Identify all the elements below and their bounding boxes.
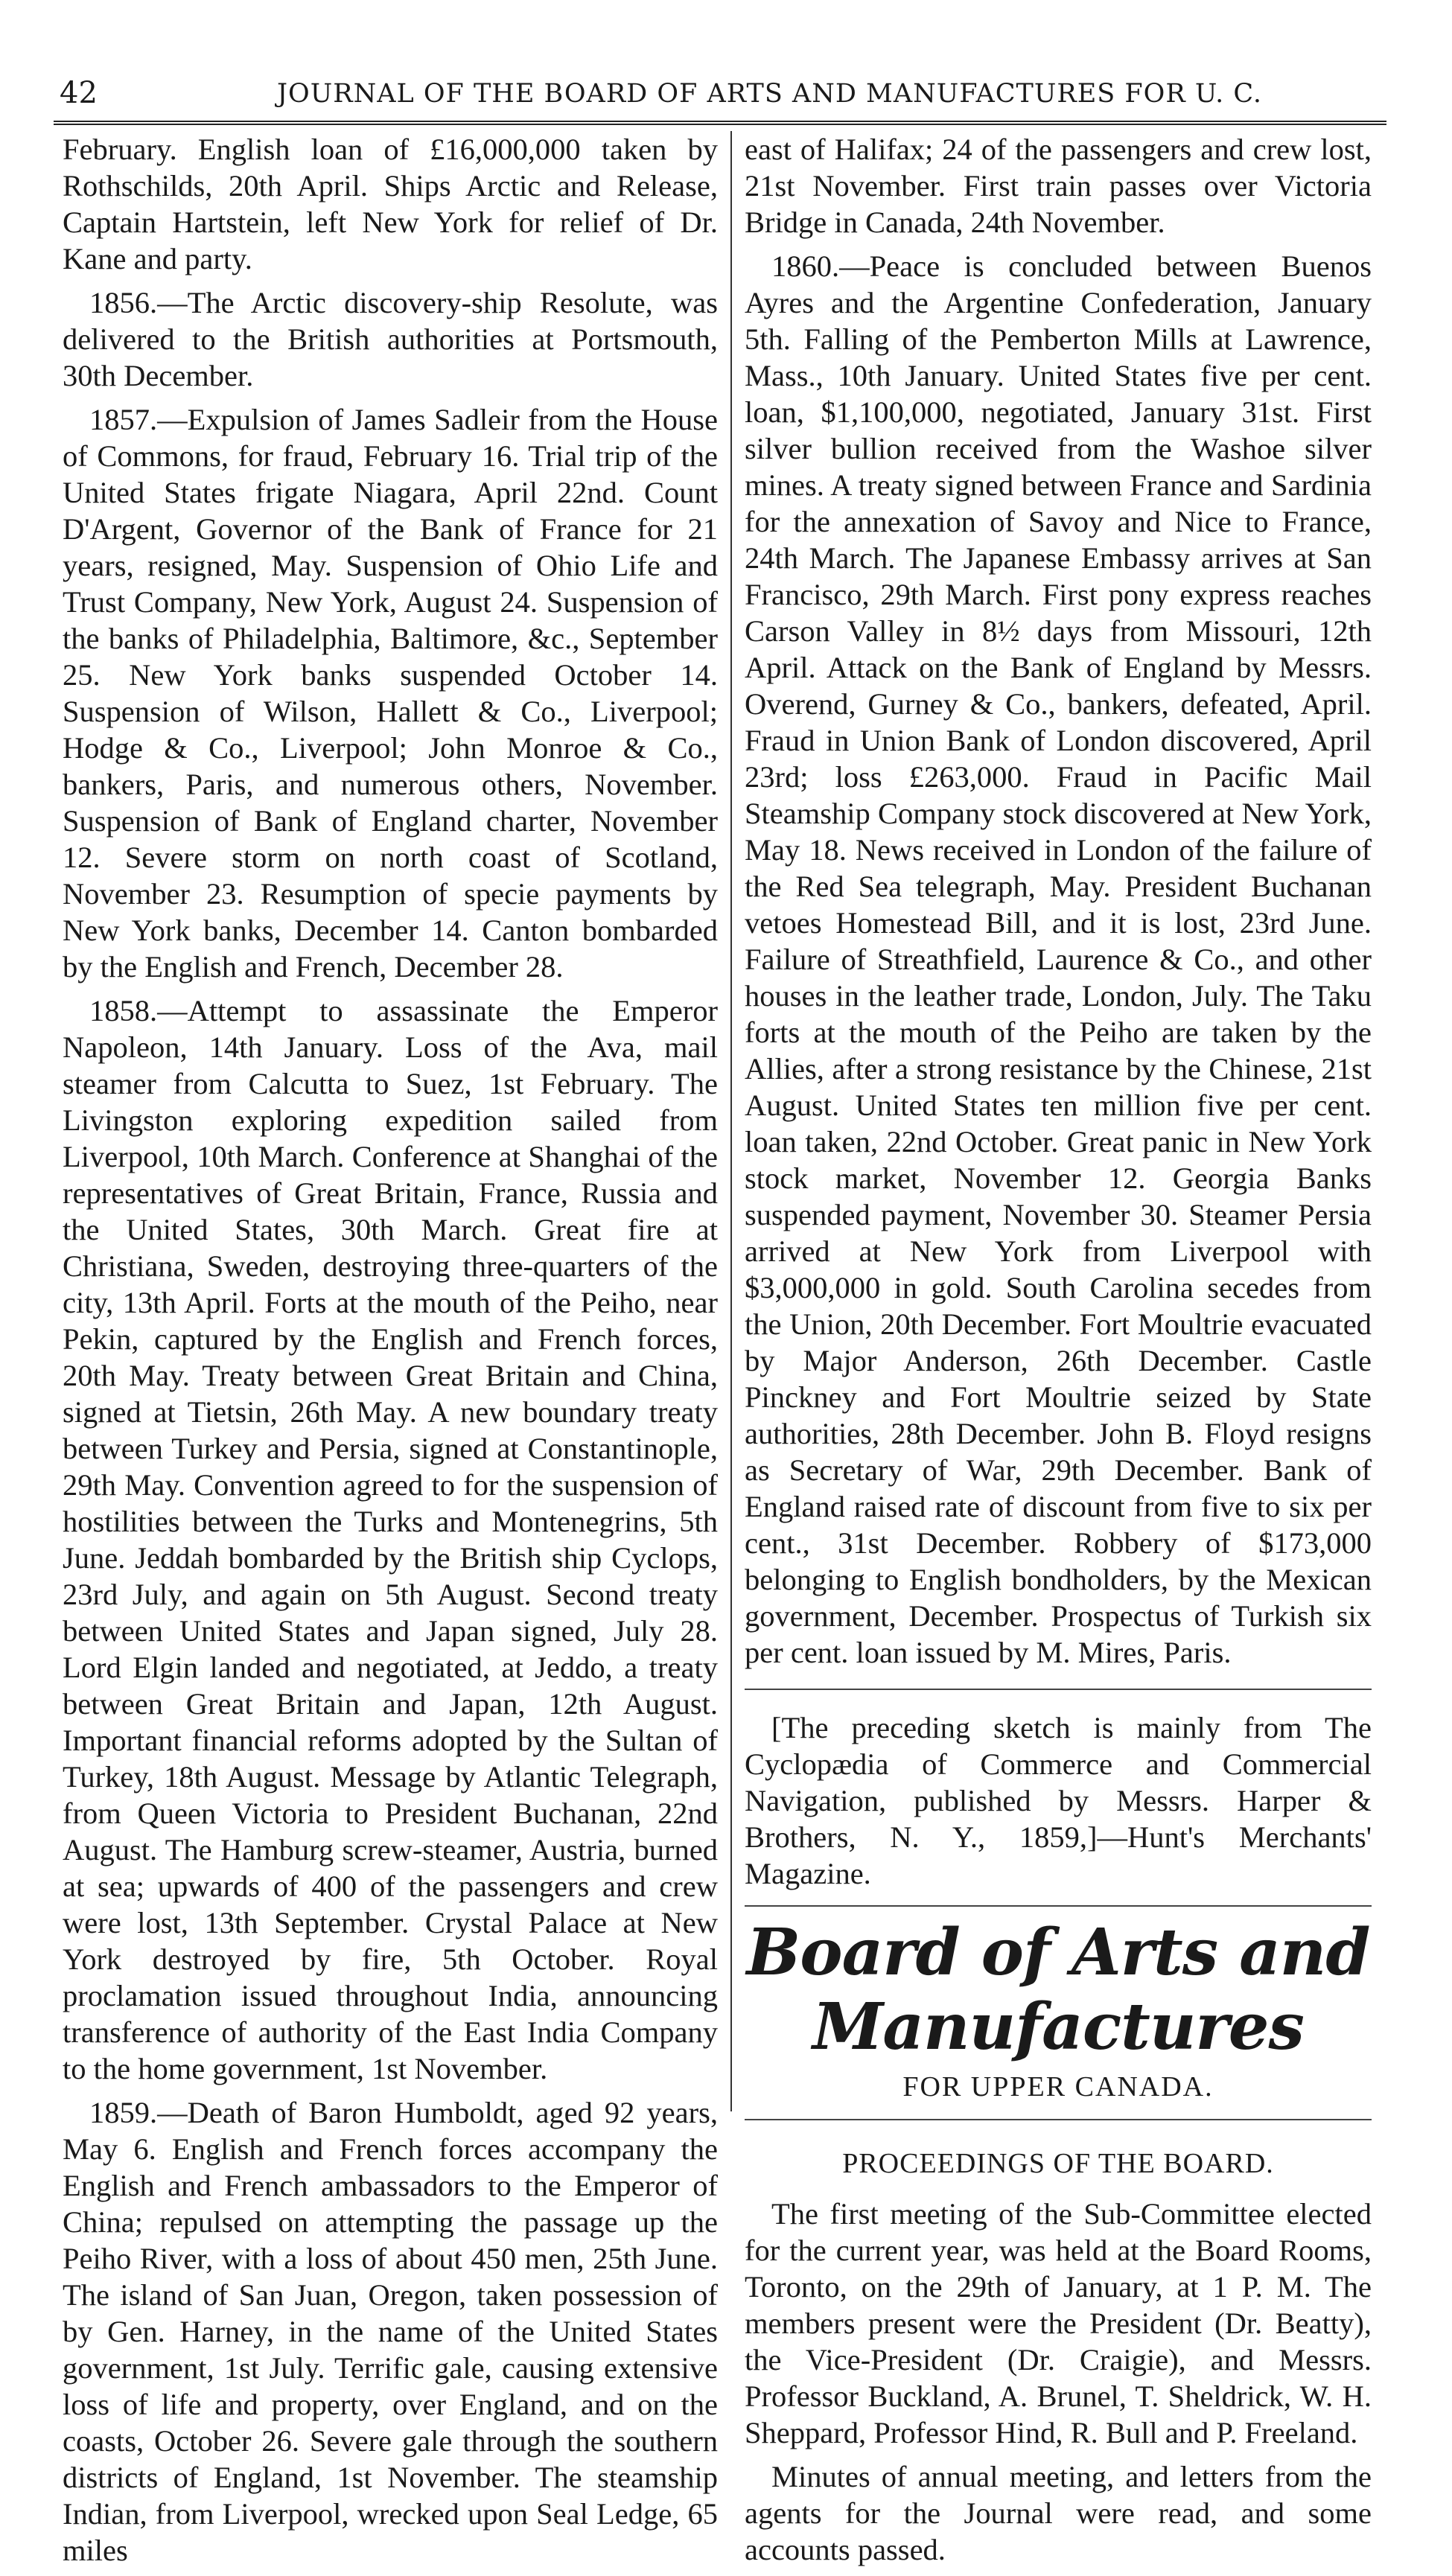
paragraph-1857: 1857.—Expulsion of James Sadleir from the House of Commons, for fraud, February 16. Trial trip of the United States frigate Niagara, April 22nd. Count D'Argent, Governor of the Bank of France for 21 years, resigned, May. Suspension of Ohio Life and Trust Company, New York, August 24. Suspension of the banks of Philadelphia, Baltimore, &c., September 25. New York banks suspended October 14. Suspension of Wilson, Hallett & Co., Liverpool; Hodge & Co., Liverpool; John Monroe & Co., bankers, Paris, and numerous others, November. Suspension of Bank of England charter, November 12. Severe storm on north coast of Scotland, November 23. Resumption of specie payments by New York banks, December 14. Canton bombarded by the English and French, December 28. xyxy=(63,403,718,983)
source-note xyxy=(745,1689,1372,1892)
paragraph-1859: 1859.—Death of Baron Humboldt, aged 92 years, May 6. English and French forces accompany the English and French ambassadors to the Emperor of China; repulsed on attempting the passage up the Peiho River, with a loss of about 450 men, 25th June. The island of San Juan, Oregon, taken possession of by Gen. Harney, in the name of the United States government, 1st July. Terrific gale, causing extensive loss of life and property, over England, and on the coasts, October 26. Severe gale through the southern districts of England, 1st November. The steamship Indian, from Liverpool, wrecked upon Seal Ledge, 65 miles xyxy=(63,2096,718,2567)
proceedings-heading: PROCEEDINGS OF THE BOARD. xyxy=(842,2148,1274,2179)
paragraph-1856: 1856.—The Arctic discovery-ship Resolute, was delivered to the British authorities at Portsmouth, 30th December. xyxy=(63,286,718,392)
page-number: 42 xyxy=(60,76,98,110)
paragraph-1855-continued: February. English loan of £16,000,000 taken by Rothschilds, 20th April. Ships Arctic and Release, Captain Hartstein, left New York for relief of Dr. Kane and party. xyxy=(63,133,718,275)
board-subtitle: FOR UPPER CANADA. xyxy=(902,2071,1214,2102)
running-head: JOURNAL OF THE BOARD OF ARTS AND MANUFACTURES FOR U. C. xyxy=(277,79,1263,109)
section-rule xyxy=(745,1905,1372,1907)
column-divider xyxy=(730,131,732,2111)
paragraph-1858: 1858.—Attempt to assassinate the Emperor Napoleon, 14th January. Loss of the Ava, mail steamer from Calcutta to Suez, 1st February. The Livingston exploring expedition sailed from Liverpool, 10th March. Conference at Shanghai of the representatives of Great Britain, France, Russia and the United States, 30th March. Great fire at Christiana, Sweden, destroying three-quarters of the city, 13th April. Forts at the mouth of the Peiho, near Pekin, captured by the English and French forces, 20th May. Treaty between Great Britain and China, signed at Tietsin, 26th May. A new boundary treaty between Turkey and Persia, signed at Constantinople, 29th May. Convention agreed to for the suspension of hostilities between the Turks and Montenegrins, 5th June. Jeddah bombarded by the British ship Cyclops, 23rd July, and again on 5th August. Second treaty between United States and Japan signed, July 28. Lord Elgin landed and negotiated, at Jeddo, a treaty between Great Britain and Japan, 12th August. Important financial reforms adopted by the Sultan of Turkey, 18th August. Message by Atlantic Telegraph, from Queen Victoria to President Buchanan, 22nd August. The Hamburg screw-steamer, Austria, burned at sea; upwards of 400 of the passengers and crew were lost, 13th September. Crystal Palace at New York destroyed by fire, 5th October. Royal proclamation issued throughout India, announcing transference of authority of the East India Company to the home government, 1st November. xyxy=(63,994,718,2085)
paragraph-1859-continued: east of Halifax; 24 of the passengers and crew lost, 21st November. First train passes over Victoria Bridge in Canada, 24th November. xyxy=(745,133,1372,239)
page-header xyxy=(54,76,1386,119)
proceedings-paragraph-2: Minutes of annual meeting, and letters from the agents for the Journal were read, and some accounts passed. xyxy=(745,2460,1372,2566)
board-title: Board of Arts and Manufactures xyxy=(746,1915,1370,2065)
paragraph-1860: 1860.—Peace is concluded between Buenos Ayres and the Argentine Confederation, January 5th. Falling of the Pemberton Mills at Lawrence, Mass., 10th January. United States five per cent. loan, $1,100,000, negotiated, January 31st. First silver bullion received from the Washoe silver mines. A treaty signed between France and Sardinia for the annexation of Savoy and Nice to France, 24th March. The Japanese Embassy arrives at San Francisco, 29th March. First pony express reaches Carson Valley in 8½ days from Missouri, 12th April. Attack on the Bank of England by Messrs. Overend, Gurney & Co., bankers, defeated, April. Fraud in Union Bank of London discovered, April 23rd; loss £263,000. Fraud in Pacific Mail Steamship Company stock discovered at New York, May 18. News received in London of the failure of the Red Sea telegraph, May. President Buchanan vetoes Homestead Bill, and it is lost, 23rd June. Failure of Streathfield, Laurence & Co., and other houses in the leather trade, London, July. The Taku forts at the mouth of the Peiho are taken by the Allies, after a strong resistance by the Chinese, 21st August. United States ten million five per cent. loan taken, 22nd October. Great panic in New York stock market, November 12. Georgia Banks suspended payment, November 30. Steamer Persia arrived at New York from Liverpool with $3,000,000 in gold. South Carolina secedes from the Union, 20th December. Fort Moultrie evacuated by Major Anderson, 26th December. Castle Pinckney and Fort Moultrie seized by State authorities, 28th December. John B. Floyd resigns as Secretary of War, 29th December. Bank of England raised rate of discount from five to six per cent., 31st December. Robbery of $173,000 belonging to English bondholders, by the Mexican government, December. Prospectus of Turkish six per cent. loan issued by M. Mires, Paris. xyxy=(745,249,1372,1669)
source-note-text: [The preceding sketch is mainly from The Cyclopædia of Commerce and Commercial Navigation, published by Messrs. Harper & Brothers, N. Y., 1859,]—Hunt's Merchants' Magazine. xyxy=(745,1711,1372,1890)
right-column xyxy=(745,131,1372,2575)
section-rule-2 xyxy=(745,2119,1372,2120)
header-rule xyxy=(54,121,1386,125)
left-column xyxy=(63,131,718,2576)
proceedings-paragraph-1: The first meeting of the Sub-Committee elected for the current year, was held at the Board Rooms, Toronto, on the 29th of January, at 1 P. M. The members present were the President (Dr. Beatty), the Vice-President (Dr. Craigie), and Messrs. Professor Buckland, A. Brunel, T. Sheldrick, W. H. Sheppard, Professor Hind, R. Bull and P. Freeland. xyxy=(745,2197,1372,2449)
